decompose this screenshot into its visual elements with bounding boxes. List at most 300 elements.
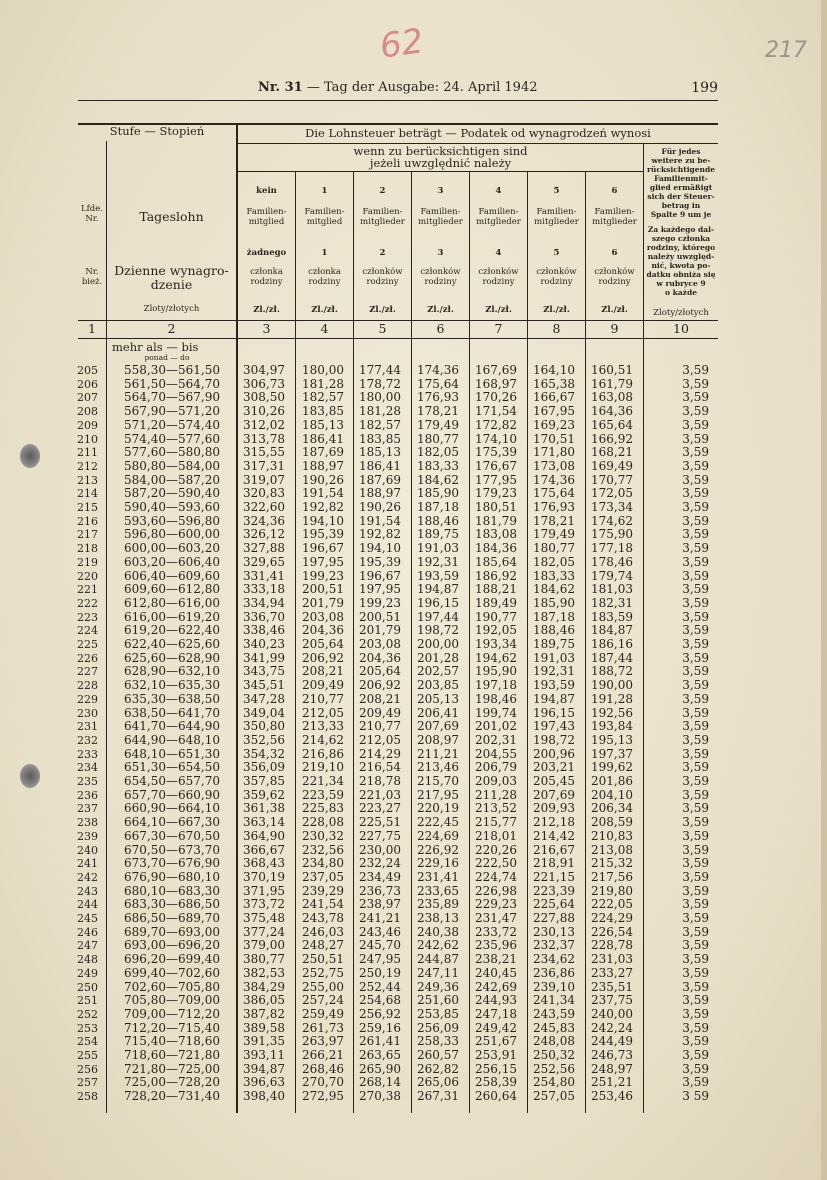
- family-col-de-2: mitglied: [248, 217, 285, 227]
- biez-label: bież.: [81, 277, 103, 287]
- tax-no-family: 340,23: [243, 637, 285, 651]
- tax-1-member: 181,28: [302, 376, 344, 391]
- tax-3-members: 213,46: [417, 760, 459, 775]
- tax-6-members: 172,05: [591, 486, 633, 501]
- daily-wage-range: 644,90—648,10: [124, 732, 220, 747]
- reduction-per-member: 3,59: [682, 787, 709, 802]
- tax-1-member: 200,51: [302, 582, 344, 597]
- row-number: 234: [77, 761, 98, 775]
- tax-no-family: 387,82: [243, 1006, 285, 1021]
- daily-wage-range: 667,30—670,50: [124, 828, 220, 843]
- reduction-per-member: 3,59: [682, 417, 709, 432]
- tax-6-members: 237,75: [591, 993, 633, 1008]
- tax-4-members: 179,23: [475, 486, 517, 501]
- daily-wage-range: 587,20—590,40: [124, 486, 220, 501]
- tax-1-member: 252,75: [302, 965, 344, 980]
- tax-6-members: 178,46: [591, 554, 633, 569]
- daily-wage-range: 709,00—712,20: [124, 1006, 220, 1021]
- tax-4-members: 220,26: [475, 842, 517, 857]
- daily-wage-range: 689,70—693,00: [124, 924, 220, 939]
- col10-pl-line: rodziny, którego: [646, 243, 716, 252]
- row-number: 258: [77, 1090, 98, 1104]
- daily-wage-range: 728,20—731,40: [124, 1089, 220, 1104]
- tax-2-members: 227,75: [359, 828, 401, 843]
- tax-5-members: 166,67: [533, 390, 575, 405]
- tax-4-members: 189,49: [475, 595, 517, 610]
- row-number: 236: [77, 788, 98, 802]
- tax-6-members: 210,83: [591, 828, 633, 843]
- tax-3-members: 267,31: [417, 1089, 459, 1104]
- table-row: [78, 515, 718, 529]
- tax-no-family: 371,95: [243, 883, 285, 898]
- tax-6-members: 253,46: [591, 1089, 633, 1104]
- tax-2-members: 181,28: [359, 404, 401, 419]
- tax-6-members: 160,51: [591, 363, 633, 377]
- row-number: 254: [77, 1035, 98, 1049]
- tax-1-member: 186,41: [302, 431, 344, 446]
- tax-3-members: 208,97: [417, 732, 459, 747]
- tax-5-members: 176,93: [533, 500, 575, 514]
- row-number: 255: [77, 1049, 98, 1062]
- column-number: 8: [552, 321, 561, 336]
- tax-3-members: 242,62: [417, 938, 459, 953]
- tax-5-members: 189,75: [533, 637, 575, 651]
- tax-5-members: 209,93: [533, 801, 575, 816]
- daily-wage-range: 725,00—728,20: [124, 1075, 220, 1090]
- reduction-per-member: 3,59: [682, 664, 709, 679]
- tax-6-members: 213,08: [591, 842, 633, 857]
- tax-6-members: 164,36: [591, 404, 633, 419]
- tax-1-member: 180,00: [302, 363, 344, 377]
- tax-2-members: 196,67: [359, 568, 401, 583]
- row-number: 253: [77, 1021, 98, 1035]
- tax-5-members: 200,96: [533, 746, 575, 761]
- table-row: [78, 844, 718, 858]
- family-col-de-1: Familien-: [594, 207, 635, 217]
- tax-6-members: 217,56: [591, 869, 633, 884]
- daily-wage-range: 596,80—600,00: [124, 527, 220, 542]
- table-row: [78, 1076, 718, 1090]
- tax-4-members: 258,39: [475, 1075, 517, 1090]
- tax-6-members: 248,97: [591, 1061, 633, 1076]
- tax-3-members: 184,62: [417, 472, 459, 487]
- tax-2-members: 216,54: [359, 760, 401, 775]
- table-row: [78, 624, 718, 638]
- family-col-de-1: Familien-: [362, 207, 403, 217]
- tax-3-members: 229,16: [417, 856, 459, 871]
- tax-5-members: 250,32: [533, 1048, 575, 1062]
- tax-2-members: 232,24: [359, 856, 401, 871]
- lfde-label: Lfde.: [81, 204, 103, 214]
- tax-6-members: 246,73: [591, 1048, 633, 1062]
- tax-1-member: 234,80: [302, 856, 344, 871]
- tax-2-members: 180,00: [359, 390, 401, 405]
- daily-wage-range: 571,20—574,40: [124, 417, 220, 432]
- table-row: [78, 446, 718, 460]
- wenn-line-2: jeżeli uwzględnić należy: [369, 156, 512, 170]
- tax-no-family: 304,97: [243, 363, 285, 377]
- tax-5-members: 170,51: [533, 431, 575, 446]
- reduction-per-member: 3,59: [682, 965, 709, 980]
- tax-5-members: 173,08: [533, 458, 575, 473]
- lohnsteuer-header: Die Lohnsteuer beträgt — Podatek od wynagrodzeń wynosi: [305, 126, 651, 140]
- daily-wage-range: 574,40—577,60: [124, 431, 220, 446]
- row-number: 248: [77, 953, 98, 967]
- tax-6-members: 231,03: [591, 952, 633, 967]
- tax-6-members: 244,49: [591, 1034, 633, 1049]
- family-col-pl-2: rodziny: [250, 277, 283, 287]
- tax-5-members: 182,05: [533, 554, 575, 569]
- tax-5-members: 185,90: [533, 595, 575, 610]
- tax-no-family: 379,00: [243, 938, 285, 953]
- family-col-de-2: mitglieder: [592, 217, 637, 227]
- ponad-label: ponad — do: [144, 353, 190, 362]
- tax-3-members: 238,13: [417, 911, 459, 925]
- daily-wage-range: 590,40—593,60: [124, 500, 220, 514]
- family-col-num-de: 1: [321, 186, 328, 196]
- family-col-unit: Zl./zł.: [485, 305, 512, 315]
- family-col-num-de: 5: [553, 186, 560, 196]
- family-col-pl-2: rodziny: [540, 277, 573, 287]
- table-row: [78, 638, 718, 652]
- tax-2-members: 203,08: [359, 637, 401, 651]
- family-col-de-2: mitglieder: [534, 217, 579, 227]
- table-row: [78, 665, 718, 679]
- tax-4-members: 206,79: [475, 760, 517, 775]
- daily-wage-range: 718,60—721,80: [124, 1048, 220, 1062]
- row-number: 212: [77, 459, 98, 473]
- tax-6-members: 204,10: [591, 787, 633, 802]
- row-number: 217: [77, 528, 98, 542]
- reduction-per-member: 3,59: [682, 815, 709, 830]
- tax-4-members: 195,90: [475, 664, 517, 679]
- table-row: [78, 871, 718, 885]
- tax-5-members: 225,64: [533, 897, 575, 912]
- reduction-per-member: 3,59: [682, 513, 709, 528]
- reduction-per-member: 3,59: [682, 445, 709, 460]
- tax-5-members: 191,03: [533, 650, 575, 665]
- daily-wage-range: 664,10—667,30: [124, 815, 220, 830]
- tax-1-member: 199,23: [302, 568, 344, 583]
- tax-2-members: 259,16: [359, 1020, 401, 1035]
- family-col-de-2: mitglieder: [418, 217, 463, 227]
- col10-pl-line: datku obniża się: [646, 270, 716, 279]
- daily-wage-range: 625,60—628,90: [124, 650, 220, 665]
- tax-4-members: 177,95: [475, 472, 517, 487]
- tax-3-members: 244,87: [417, 952, 459, 967]
- family-col-unit: Zl./zł.: [427, 305, 454, 315]
- tax-no-family: 347,28: [243, 691, 285, 706]
- tax-no-family: 368,43: [243, 856, 285, 871]
- tax-no-family: 317,31: [243, 458, 285, 473]
- table-row: [78, 898, 718, 912]
- family-col-num-de: 6: [611, 186, 618, 196]
- tax-1-member: 239,29: [302, 883, 344, 898]
- daily-wage-range: 628,90—632,10: [124, 664, 220, 679]
- row-number: 240: [77, 843, 98, 857]
- tax-3-members: 262,82: [417, 1061, 459, 1076]
- tax-5-members: 252,56: [533, 1061, 575, 1076]
- tax-no-family: 377,24: [243, 924, 285, 939]
- tax-1-member: 257,24: [302, 993, 344, 1008]
- tax-6-members: 166,92: [591, 431, 633, 446]
- tax-2-members: 185,13: [359, 445, 401, 460]
- tax-3-members: 233,65: [417, 883, 459, 898]
- daily-wage-range: 648,10—651,30: [124, 746, 220, 761]
- table-row: [78, 1090, 718, 1104]
- family-col-num-pl: 3: [437, 248, 444, 258]
- tax-5-members: 248,08: [533, 1034, 575, 1049]
- tax-4-members: 176,67: [475, 458, 517, 473]
- family-col-unit: Zl./zł.: [253, 305, 280, 315]
- tax-no-family: 327,88: [243, 541, 285, 556]
- reduction-per-member: 3,59: [682, 869, 709, 884]
- table-row: [78, 460, 718, 474]
- paper-edge: [821, 0, 827, 1180]
- row-number: 207: [77, 391, 98, 405]
- tax-1-member: 183,85: [302, 404, 344, 419]
- tax-3-members: 185,90: [417, 486, 459, 501]
- tax-2-members: 195,39: [359, 554, 401, 569]
- family-col-pl-2: rodziny: [366, 277, 399, 287]
- tax-3-members: 203,85: [417, 678, 459, 693]
- row-number: 246: [77, 925, 98, 939]
- tax-2-members: 245,70: [359, 938, 401, 953]
- row-number: 244: [77, 898, 98, 912]
- tax-3-members: 226,92: [417, 842, 459, 857]
- table-row: [78, 981, 718, 995]
- tax-6-members: 219,80: [591, 883, 633, 898]
- family-col-de-1: Familien-: [536, 207, 577, 217]
- tax-1-member: 255,00: [302, 979, 344, 994]
- tax-4-members: 202,31: [475, 732, 517, 747]
- tax-2-members: 182,57: [359, 417, 401, 432]
- tax-5-members: 257,05: [533, 1089, 575, 1104]
- daily-wage-range: 705,80—709,00: [124, 993, 220, 1008]
- wenn-line-1: wenn zu berücksichtigen sind: [353, 144, 528, 158]
- reduction-per-member: 3,59: [682, 842, 709, 857]
- family-col-pl-2: rodziny: [482, 277, 515, 287]
- daily-wage-range: 622,40—625,60: [124, 637, 220, 651]
- reduction-per-member: 3,59: [682, 828, 709, 843]
- header-rule: [78, 100, 718, 101]
- tax-2-members: 188,97: [359, 486, 401, 501]
- tax-4-members: 170,26: [475, 390, 517, 405]
- tax-4-members: 253,91: [475, 1048, 517, 1062]
- col10-de-line: glied ermäßigt: [649, 183, 713, 192]
- tax-5-members: 205,45: [533, 774, 575, 788]
- header-title: [258, 80, 537, 95]
- tax-no-family: 320,83: [243, 486, 285, 501]
- tageslohn-label: Tageslohn: [139, 209, 204, 224]
- tax-no-family: 313,78: [243, 431, 285, 446]
- tax-3-members: 196,15: [417, 595, 459, 610]
- daily-wage-range: 676,90—680,10: [124, 869, 220, 884]
- tax-2-members: 177,44: [359, 363, 401, 377]
- tax-4-members: 251,67: [475, 1034, 517, 1049]
- tax-2-members: 200,51: [359, 609, 401, 624]
- tax-4-members: 231,47: [475, 911, 517, 925]
- tax-6-members: 215,32: [591, 856, 633, 871]
- tax-6-members: 187,44: [591, 650, 633, 665]
- table-row: [78, 487, 718, 501]
- tax-1-member: 185,13: [302, 417, 344, 432]
- table-row: [78, 857, 718, 871]
- tax-1-member: 230,32: [302, 828, 344, 843]
- row-number: 230: [77, 706, 98, 720]
- tax-4-members: 242,69: [475, 979, 517, 994]
- tax-2-members: 186,41: [359, 458, 401, 473]
- tax-3-members: 198,72: [417, 623, 459, 638]
- family-col-num-pl: 4: [495, 248, 502, 258]
- reduction-per-member: 3,59: [682, 527, 709, 542]
- tax-1-member: 266,21: [302, 1048, 344, 1062]
- row-number: 232: [77, 733, 98, 747]
- family-col-unit: Zl./zł.: [601, 305, 628, 315]
- tax-2-members: 209,49: [359, 705, 401, 720]
- family-col-de-1: Familien-: [246, 207, 287, 217]
- tax-no-family: 333,18: [243, 582, 285, 597]
- col10-pl-line: w rubryce 9: [656, 279, 706, 288]
- tax-2-members: 238,97: [359, 897, 401, 912]
- row-number: 222: [77, 596, 98, 610]
- tax-1-member: 196,67: [302, 541, 344, 556]
- family-col-de-1: Familien-: [478, 207, 519, 217]
- reduction-per-member: 3,59: [682, 678, 709, 693]
- tax-2-members: 210,77: [359, 719, 401, 734]
- reduction-per-member: 3,59: [682, 705, 709, 720]
- tax-2-members: 230,00: [359, 842, 401, 857]
- table-row: [78, 556, 718, 570]
- reduction-per-member: 3,59: [682, 691, 709, 706]
- table-row: [78, 802, 718, 816]
- tax-no-family: 310,26: [243, 404, 285, 419]
- tax-3-members: 207,69: [417, 719, 459, 734]
- daily-wage-range: 673,70—676,90: [124, 856, 220, 871]
- tax-5-members: 169,23: [533, 417, 575, 432]
- tax-1-member: 241,54: [302, 897, 344, 912]
- row-number: 220: [77, 569, 98, 583]
- row-number: 242: [77, 870, 98, 884]
- tax-3-members: 224,69: [417, 828, 459, 843]
- tax-5-members: 212,18: [533, 815, 575, 830]
- tax-no-family: 391,35: [243, 1034, 285, 1049]
- tax-3-members: 231,41: [417, 869, 459, 884]
- tax-5-members: 175,64: [533, 486, 575, 501]
- col10-de-line: sich der Steuer-: [647, 192, 715, 201]
- tax-2-members: 183,85: [359, 431, 401, 446]
- tax-2-members: 234,49: [359, 869, 401, 884]
- nr-pl-label: Nr.: [85, 267, 99, 277]
- table-row: [78, 720, 718, 734]
- tax-3-members: 201,28: [417, 650, 459, 665]
- col10-de-line: Spalte 9 um je: [650, 210, 712, 219]
- reduction-per-member: 3,59: [682, 595, 709, 610]
- daily-wage-range: 616,00—619,20: [124, 609, 220, 624]
- reduction-per-member: 3,59: [682, 1020, 709, 1035]
- tax-3-members: 200,00: [417, 637, 459, 651]
- tax-no-family: 357,85: [243, 774, 285, 788]
- reduction-per-member: 3 59: [682, 1089, 709, 1104]
- table-row: [78, 816, 718, 830]
- tax-1-member: 188,97: [302, 458, 344, 473]
- table-row: [78, 775, 718, 789]
- tax-5-members: 193,59: [533, 678, 575, 693]
- tax-5-members: 203,21: [533, 760, 575, 775]
- tax-4-members: 211,28: [475, 787, 517, 802]
- reduction-per-member: 3,59: [682, 746, 709, 761]
- daily-wage-range: 580,80—584,00: [124, 458, 220, 473]
- tax-5-members: 187,18: [533, 609, 575, 624]
- daily-wage-range: 609,60—612,80: [124, 582, 220, 597]
- pencil-page-mark: 217: [765, 38, 807, 63]
- tax-6-members: 201,86: [591, 774, 633, 788]
- tax-3-members: 205,13: [417, 691, 459, 706]
- tax-6-members: 184,87: [591, 623, 633, 638]
- reduction-per-member: 3,59: [682, 1061, 709, 1076]
- tax-5-members: 167,95: [533, 404, 575, 419]
- tax-5-members: 214,42: [533, 828, 575, 843]
- tax-1-member: 216,86: [302, 746, 344, 761]
- tax-6-members: 208,59: [591, 815, 633, 830]
- col10-pl-line: nić, kwota po-: [651, 261, 711, 270]
- tax-4-members: 249,42: [475, 1020, 517, 1035]
- family-col-pl-2: rodziny: [308, 277, 341, 287]
- tax-1-member: 214,62: [302, 732, 344, 747]
- table-row: [78, 583, 718, 597]
- tax-5-members: 196,15: [533, 705, 575, 720]
- tax-4-members: 190,77: [475, 609, 517, 624]
- tax-2-members: 199,23: [359, 595, 401, 610]
- tax-4-members: 209,03: [475, 774, 517, 788]
- tax-3-members: 175,64: [417, 376, 459, 391]
- tax-6-members: 195,13: [591, 732, 633, 747]
- tax-3-members: 215,70: [417, 774, 459, 788]
- tax-3-members: 202,57: [417, 664, 459, 679]
- tax-4-members: 222,50: [475, 856, 517, 871]
- tax-6-members: 251,21: [591, 1075, 633, 1090]
- row-number: 233: [77, 747, 98, 761]
- reduction-per-member: 3,59: [682, 938, 709, 953]
- tax-5-members: 236,86: [533, 965, 575, 980]
- tax-3-members: 211,21: [417, 746, 459, 761]
- table-row: [78, 789, 718, 803]
- row-number: 224: [77, 624, 98, 638]
- tax-3-members: 194,87: [417, 582, 459, 597]
- tax-3-members: 188,46: [417, 513, 459, 528]
- family-col-de-2: mitglieder: [360, 217, 405, 227]
- family-col-num-de: 4: [495, 186, 502, 196]
- table-row: [78, 1063, 718, 1077]
- tax-1-member: 209,49: [302, 678, 344, 693]
- table-row: [78, 967, 718, 981]
- tax-4-members: 226,98: [475, 883, 517, 898]
- tax-3-members: 189,75: [417, 527, 459, 542]
- punch-hole-bottom: [20, 764, 40, 788]
- column-number: 7: [494, 321, 503, 336]
- table-row: [78, 528, 718, 542]
- tax-2-members: 201,79: [359, 623, 401, 638]
- tax-6-members: 240,00: [591, 1006, 633, 1021]
- tax-6-members: 182,31: [591, 595, 633, 610]
- tax-3-members: 260,57: [417, 1048, 459, 1062]
- tax-4-members: 186,92: [475, 568, 517, 583]
- tax-1-member: 250,51: [302, 952, 344, 967]
- tax-5-members: 183,33: [533, 568, 575, 583]
- tax-4-members: 233,72: [475, 924, 517, 939]
- tax-4-members: 185,64: [475, 554, 517, 569]
- tax-3-members: 192,31: [417, 554, 459, 569]
